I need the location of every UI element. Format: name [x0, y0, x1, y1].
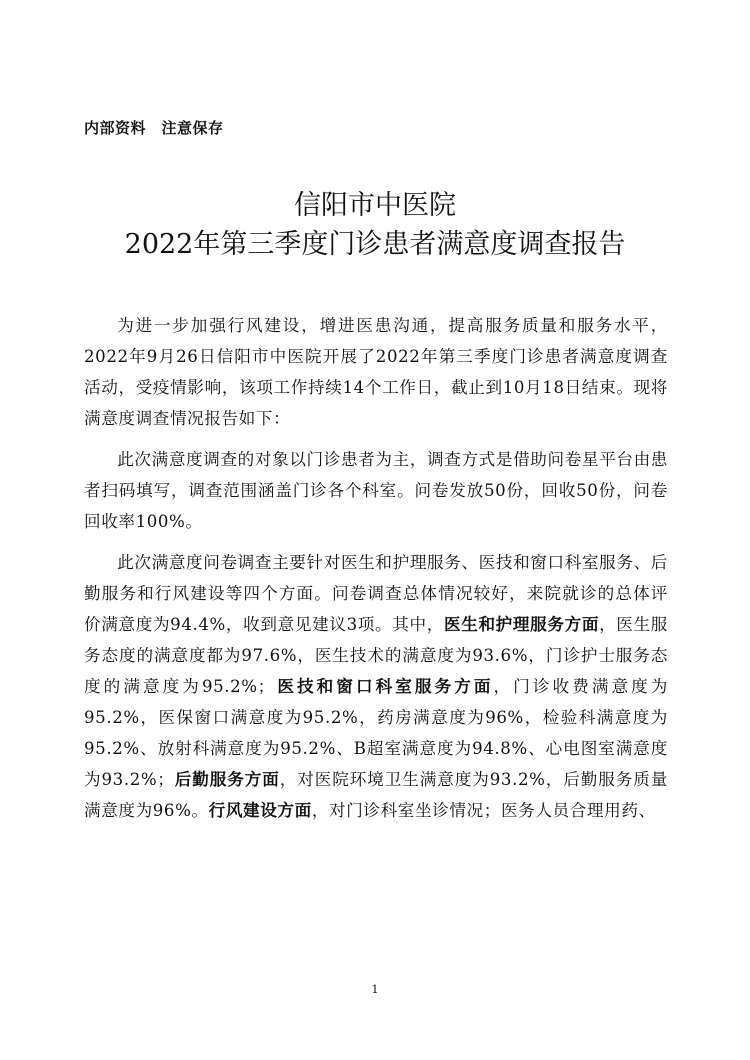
paragraph-survey-method: 此次满意度调查的对象以门诊患者为主，调查方式是借助问卷星平台由患者扫码填写，调查范围涵盖门诊各个科室。问卷发放50份，回收50份，问卷回收率100%。	[84, 450, 668, 531]
document-title	[0, 186, 750, 264]
results-text-1: 此次满意度问卷调查主要针对医生和护理服务、医技和窗口科室服务、后勤服务和行风建设等四个方面。问卷调查总体情况较好，来院就诊的总体评价满意度为94.4%，收到意见建议3项。其中，	[84, 553, 668, 634]
page-number: 1	[371, 983, 379, 996]
results-text-3: ，门诊收费满意度为95.2%，医保窗口满意度为95.2%，药房满意度为96%，检验科满意度为95.2%、放射科满意度为95.2%、B超室满意度为94.8%、心电图室满意度为93.2%；	[84, 677, 668, 789]
heading-medtech-window: 医技和窗口科室服务方面	[274, 676, 494, 696]
heading-doctor-nursing: 医生和护理服务方面	[443, 614, 600, 634]
title-line-hospital: 信阳市中医院	[294, 190, 456, 221]
results-text-2: ，医生服务态度的满意度都为97.6%，医生技术的满意度为93.6%，门诊护士服务态度的满意度为95.2%；	[84, 615, 668, 696]
results-text-5: ，对门诊科室坐诊情况；医务人员合理用药、	[311, 801, 656, 820]
report-body	[84, 310, 668, 826]
heading-logistics: 后勤服务方面	[174, 769, 280, 789]
title-line-report: 2022年第三季度门诊患者满意度调查报告	[124, 229, 626, 260]
classification-label: 内部资料 注意保存	[84, 119, 224, 137]
results-text-4: ，对医院环境卫生满意度为93.2%，后勤服务质量满意度为96%。	[84, 770, 668, 820]
paragraph-survey-results	[84, 547, 668, 826]
paragraph-intro: 为进一步加强行风建设，增进医患沟通，提高服务质量和服务水平，2022年9月26日信阳市中医院开展了2022年第三季度门诊患者满意度调查活动，受疫情影响，该项工作持续14个工作日，截止到10月18日结束。现将满意度调查情况报告如下：	[84, 316, 668, 428]
heading-conduct: 行风建设方面	[208, 800, 312, 820]
